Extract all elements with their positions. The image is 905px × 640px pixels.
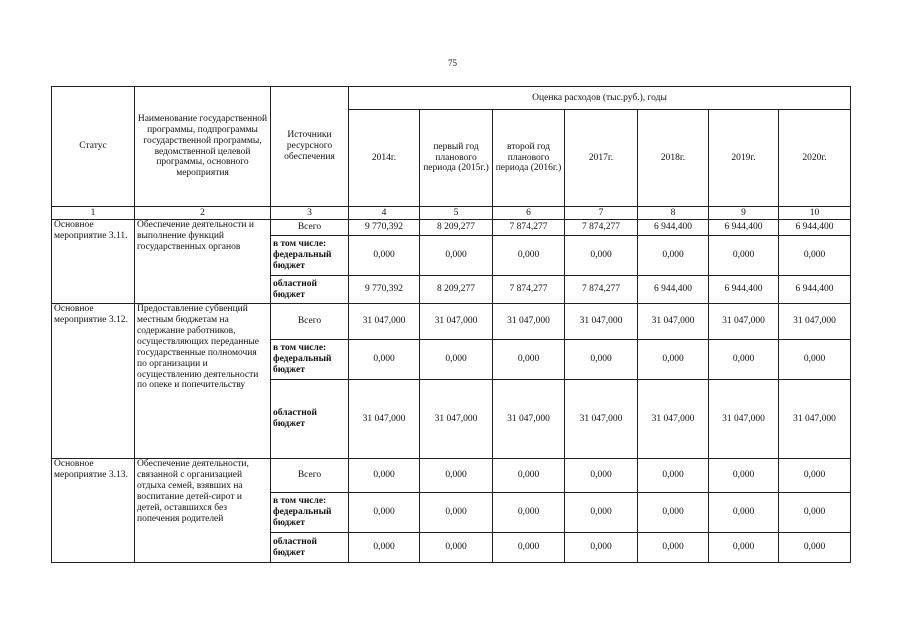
table-row [52,220,851,236]
source-cell: Всего [271,459,349,493]
column-number: 2 [135,207,271,220]
header-year-2018: 2018г. [638,110,709,207]
column-number: 3 [271,207,349,220]
source-cell: Всего [271,304,349,340]
header-year-2020: 2020г. [779,110,851,207]
header-sources: Источники ресурсного обеспечения [271,87,349,207]
header-year-2015: первый год планового периода (2015г.) [420,110,493,207]
value-cell: 0,000 [638,533,709,563]
value-cell: 0,000 [709,340,779,380]
status-cell: Основное мероприятие 3.12. [52,304,135,459]
source-cell: областной бюджет [271,533,349,563]
value-cell: 0,000 [493,340,565,380]
value-cell: 0,000 [565,533,638,563]
header-status: Статус [52,87,135,207]
source-cell: в том числе: федеральный бюджет [271,493,349,533]
status-cell: Основное мероприятие 3.11. [52,220,135,304]
value-cell: 0,000 [349,533,420,563]
value-cell: 0,000 [493,533,565,563]
value-cell: 0,000 [565,493,638,533]
value-cell: 0,000 [420,236,493,276]
column-number: 10 [779,207,851,220]
header-year-2019: 2019г. [709,110,779,207]
activity-name-cell: Обеспечение деятельности, связанной с организацией отдыха семей, взявших на воспитание детей-сирот и детей, оставшихся без попечения родителей [135,459,271,563]
value-cell: 0,000 [709,236,779,276]
value-cell: 6 944,400 [638,220,709,236]
value-cell: 6 944,400 [779,220,851,236]
value-cell: 6 944,400 [709,276,779,304]
value-cell: 6 944,400 [709,220,779,236]
header-year-2014: 2014г. [349,110,420,207]
value-cell: 0,000 [420,340,493,380]
value-cell: 7 874,277 [493,220,565,236]
value-cell: 0,000 [638,340,709,380]
status-cell: Основное мероприятие 3.13. [52,459,135,563]
budget-table [51,86,851,563]
value-cell: 0,000 [420,533,493,563]
value-cell: 31 047,000 [493,304,565,340]
value-cell: 9 770,392 [349,276,420,304]
value-cell: 31 047,000 [565,380,638,459]
page-number: 75 [448,58,457,68]
value-cell: 31 047,000 [709,380,779,459]
table-row [52,459,851,493]
value-cell: 0,000 [565,236,638,276]
value-cell: 7 874,277 [565,220,638,236]
column-number: 6 [493,207,565,220]
value-cell: 31 047,000 [709,304,779,340]
column-number: 7 [565,207,638,220]
column-number: 4 [349,207,420,220]
header-name: Наименование государственной программы, подпрограммы государственной программы, ведомственной целевой программы, основного мероприятия [135,87,271,207]
value-cell: 0,000 [420,459,493,493]
value-cell: 7 874,277 [565,276,638,304]
header-year-2016: второй год планового периода (2016г.) [493,110,565,207]
source-cell: областной бюджет [271,276,349,304]
value-cell: 0,000 [493,236,565,276]
source-cell: в том числе: федеральный бюджет [271,236,349,276]
table-row [52,304,851,340]
value-cell: 31 047,000 [565,304,638,340]
value-cell: 0,000 [638,459,709,493]
value-cell: 0,000 [565,459,638,493]
value-cell: 31 047,000 [638,380,709,459]
activity-name-cell: Обеспечение деятельности и выполнение функций государственных органов [135,220,271,304]
column-numbers-row [52,207,851,220]
value-cell: 0,000 [779,533,851,563]
value-cell: 0,000 [493,493,565,533]
value-cell: 6 944,400 [779,276,851,304]
source-cell: областной бюджет [271,380,349,459]
value-cell: 31 047,000 [638,304,709,340]
value-cell: 31 047,000 [420,380,493,459]
value-cell: 31 047,000 [779,380,851,459]
value-cell: 31 047,000 [779,304,851,340]
value-cell: 0,000 [779,340,851,380]
value-cell: 31 047,000 [420,304,493,340]
value-cell: 0,000 [349,236,420,276]
value-cell: 0,000 [565,340,638,380]
header-estimate: Оценка расходов (тыс.руб.), годы [349,87,851,110]
value-cell: 0,000 [493,459,565,493]
column-number: 8 [638,207,709,220]
value-cell: 31 047,000 [493,380,565,459]
value-cell: 6 944,400 [638,276,709,304]
value-cell: 0,000 [349,340,420,380]
value-cell: 0,000 [349,493,420,533]
value-cell: 0,000 [420,493,493,533]
value-cell: 0,000 [779,459,851,493]
column-number: 5 [420,207,493,220]
value-cell: 0,000 [709,493,779,533]
value-cell: 31 047,000 [349,304,420,340]
source-cell: в том числе: федеральный бюджет [271,340,349,380]
value-cell: 8 209,277 [420,220,493,236]
value-cell: 0,000 [779,236,851,276]
column-number: 9 [709,207,779,220]
value-cell: 8 209,277 [420,276,493,304]
value-cell: 0,000 [779,493,851,533]
source-cell: Всего [271,220,349,236]
value-cell: 0,000 [349,459,420,493]
value-cell: 9 770,392 [349,220,420,236]
value-cell: 0,000 [709,533,779,563]
column-number: 1 [52,207,135,220]
value-cell: 0,000 [709,459,779,493]
value-cell: 7 874,277 [493,276,565,304]
value-cell: 0,000 [638,493,709,533]
value-cell: 0,000 [638,236,709,276]
header-year-2017: 2017г. [565,110,638,207]
value-cell: 31 047,000 [349,380,420,459]
activity-name-cell: Предоставление субвенций местным бюджетам на содержание работников, осуществляющих переданные государственные полномочия по организации и осуществлению деятельности по опеке и попечительству [135,304,271,459]
